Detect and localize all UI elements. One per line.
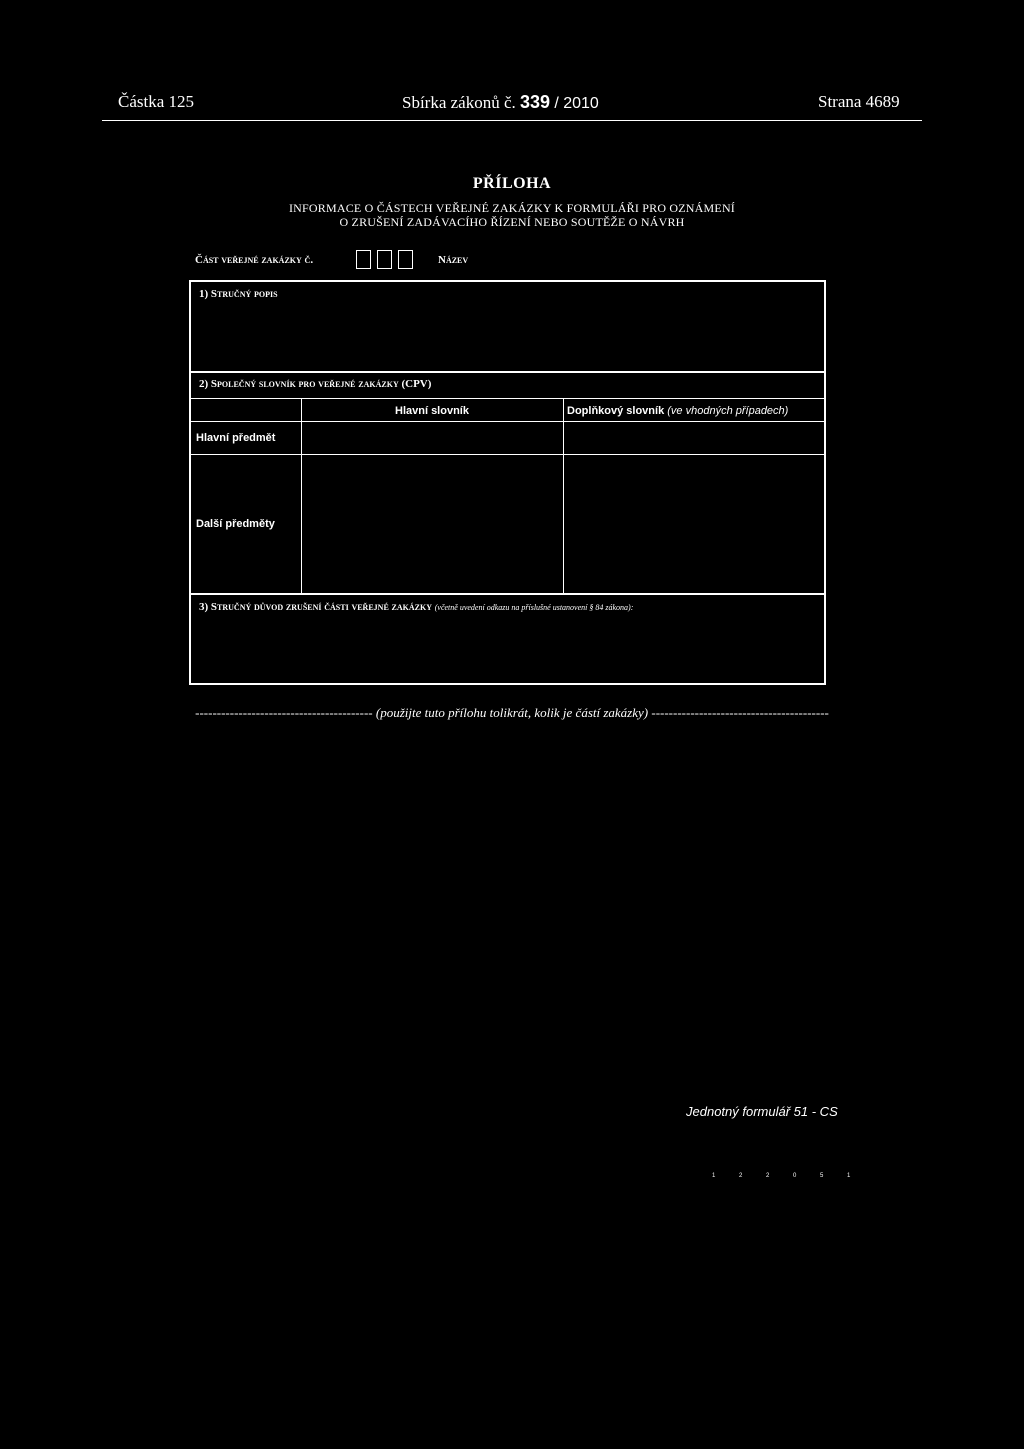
header-center [402,92,599,113]
divider-1 [191,371,824,373]
part-number-digit-1[interactable] [356,250,371,269]
header-center-prefix: Sbírka zákonů č. [402,93,516,112]
repeat-note-dashes-right: ----------------------------------------- [651,705,829,720]
part-number-digit-3[interactable] [398,250,413,269]
name-label: Název [438,254,469,266]
name-field[interactable] [470,248,820,270]
header-center-year: / 2010 [554,95,599,112]
table-top-rule [191,398,824,399]
subtitle-line2: O ZRUŠENÍ ZADÁVACÍHO ŘÍZENÍ NEBO SOUTĚŽE O NÁVRH [339,215,685,229]
description-field[interactable] [191,304,824,371]
repeat-note [0,705,1024,721]
section-3-heading [199,601,633,613]
header-rule [102,120,922,121]
section-2-label: 2) Společný slovník pro veřejné zakázky (CPV) [199,378,432,390]
page-title: PŘÍLOHA [472,175,552,192]
other-subjects-main-field[interactable] [302,455,562,592]
main-subject-main-field[interactable] [302,422,562,454]
part-label: Část veřejné zakázky č. [195,254,314,266]
section-3-note: (včetně uvedení odkazu na příslušné ustanovení § 84 zákona): [434,603,634,612]
row-other-label: Další předměty [196,518,275,530]
form-box [189,280,826,685]
col-supp-note: (ve vhodných případech) [667,405,789,417]
col-supp-label: Doplňkový slovník [567,405,665,417]
header-right: Strana 4689 [818,92,900,111]
part-number-digit-2[interactable] [377,250,392,269]
repeat-note-dashes-left: ----------------------------------------- [195,705,373,720]
header-center-number: 339 [520,92,551,112]
repeat-note-text: (použijte tuto přílohu tolikrát, kolik je částí zakázky) [375,705,649,720]
other-subjects-supp-field[interactable] [564,455,824,592]
section-1-label: 1) Stručný popis [199,288,278,300]
col-main-header: Hlavní slovník [395,405,469,417]
reason-field[interactable] [191,618,824,683]
section-3-label: 3) Stručný důvod zrušení části veřejné zakázky [199,601,432,613]
col-supp-header [567,405,788,417]
divider-2 [191,593,824,595]
row-main-label: Hlavní předmět [196,432,276,444]
main-subject-supp-field[interactable] [564,422,824,454]
barcode: 1 2 2 0 5 1 [712,1173,862,1179]
subtitle-line1: INFORMACE O ČÁSTECH VEŘEJNÉ ZAKÁZKY K FORMULÁŘI PRO OZNÁMENÍ [288,201,735,215]
header-left: Částka 125 [118,92,195,111]
form-id: Jednotný formulář 51 - CS [686,1104,838,1119]
